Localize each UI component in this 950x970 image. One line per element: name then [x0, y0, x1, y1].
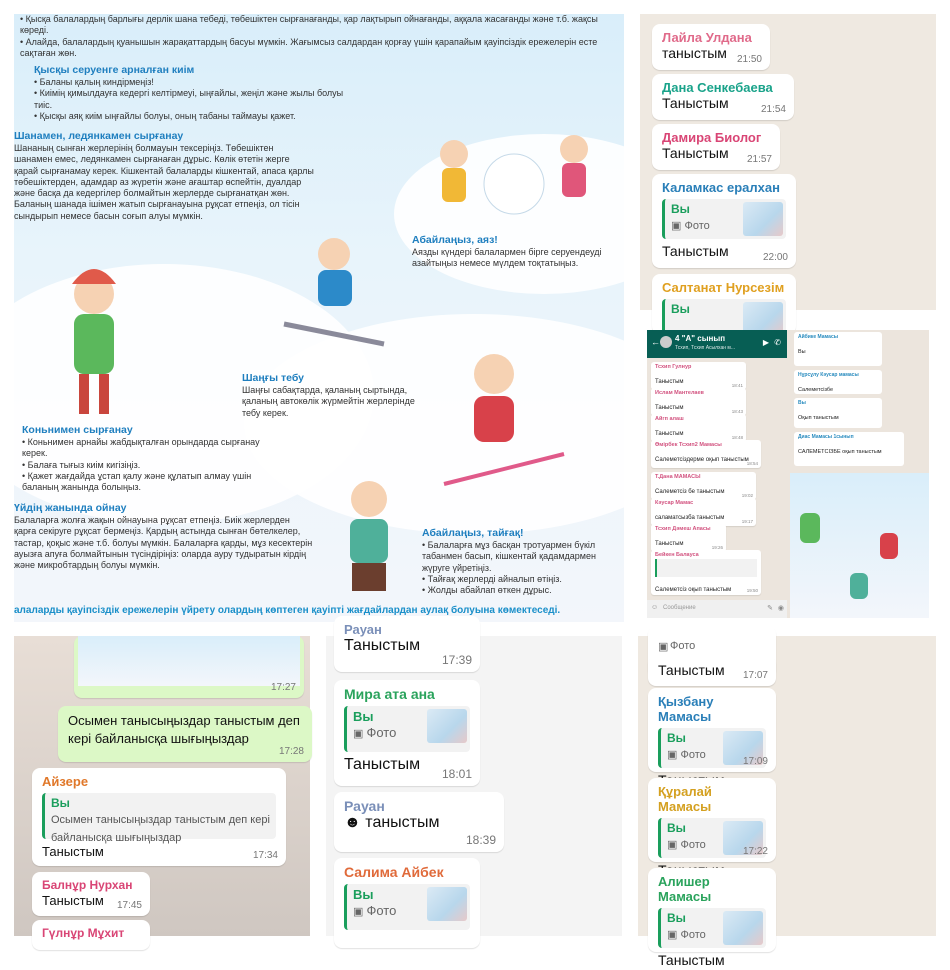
message-text: Салеметсіздерме оқып таныстым — [655, 457, 749, 463]
message-time: 19:17 — [741, 519, 753, 524]
message-text: Салеметсізбе — [798, 387, 834, 393]
quote-author: Вы — [667, 731, 686, 745]
girl-illustration — [34, 254, 154, 434]
chat-message — [32, 920, 150, 950]
thumbnail-figure — [800, 513, 820, 543]
quote-label: Фото — [680, 929, 706, 941]
snowman-kids-illustration — [414, 114, 614, 224]
quote-label: Фото — [366, 725, 397, 740]
intro-text: • Қысқа балалардың барлығы дерлік шана тебеді, төбешіктен сырғанағанды, қар лақтырып ойнағанды, аққала жасағанды және т.б. жақсы көреді. • Алайда, балалардың қуанышын жарақаттардың басуы мүмкін. Жағымсыз салдардан қорғау үшін қарапайым қауіпсіздік ережелерін есте сақтаған жөн. — [20, 14, 598, 58]
chat-message — [648, 688, 776, 772]
camera-icon: ▣ — [353, 728, 367, 740]
sender-name: Т.Дана МАМАСЫ — [655, 474, 701, 480]
message-time: 17:34 — [252, 850, 278, 861]
message-time: 17:39 — [441, 653, 472, 667]
message-time: 17:07 — [742, 670, 768, 681]
message-text: Салеметсіз оқып таныстым — [655, 587, 732, 593]
chat-message — [648, 868, 776, 968]
safety-poster — [14, 14, 624, 622]
group-title[interactable]: 4 "А" сынып — [675, 334, 726, 343]
group-avatar[interactable] — [660, 336, 672, 348]
message-time: 18:01 — [441, 767, 472, 781]
ice-text: • Балаларға мұз басқан тротуармен бүкіл табанмен басып, кішкентай қадамдармен жүруге үйретіңіз. • Тайғақ жерлерді айналып өтіңіз. • Жолды абайлап өткен дұрыс. — [422, 540, 596, 595]
yard-heading: Үйдің жанында ойнау — [14, 502, 127, 514]
chat-screenshot-bottom-middle — [326, 622, 622, 936]
camera-icon[interactable]: ◉ — [777, 605, 784, 612]
message-text: Таныстым — [662, 145, 729, 161]
quoted-photo[interactable] — [344, 884, 470, 930]
camera-icon: ▣ — [667, 749, 681, 761]
message-time: 17:28 — [278, 746, 304, 757]
message-time: 21:50 — [736, 54, 762, 65]
message-text: Вы — [798, 349, 806, 355]
message-text: Таныстым — [344, 637, 421, 654]
message-time: 21:54 — [760, 104, 786, 115]
chat-message — [652, 74, 794, 120]
message-text: Таныстым — [42, 844, 104, 859]
chat-message — [651, 472, 756, 500]
message-text: таныстым — [662, 45, 727, 61]
emoji-avatar-icon: ☻ — [344, 814, 361, 831]
photo-thumbnail — [78, 636, 300, 686]
chat-message — [334, 616, 480, 672]
message-text: Таныстым — [42, 893, 104, 908]
poster-footer: алаларды қауіпсіздік ережелерін үйрету олардың көптеген қауіпті жағдайлардан аулақ болуына көмектеседі. — [14, 605, 561, 616]
chat-message — [334, 792, 504, 852]
chat-message — [334, 858, 480, 948]
message-time: 17:45 — [116, 900, 142, 911]
message-time: 18:43 — [731, 409, 743, 414]
quote-label: Фото — [684, 220, 710, 232]
photo-thumbnail — [427, 709, 467, 743]
sled-text: Шананың сынған жерлерінің болмауын тексеріңіз. Төбешіктен шанамен емес, ледянкамен сырғанаған дұрыс. Көлік өтетін жерге қарай сырғанамау керек. Кішкентай балаларды кішкентай, апаса қарлы төбешіктерден, адамдар аз жүретін және ағаштар өспейтін, дуалдар және басқа да кедергілер болмайтын жерлерде сырғанатқан жөн. Баланың шанада ішімен жатып сырғанауына рұқсат етпеңіз, ол тісін сындырып немесе басын соғып алуы мүмкін. — [14, 143, 314, 221]
sender-name: Өмірбек Тсхип2 Мамасы — [655, 442, 722, 448]
outgoing-photo-message[interactable] — [74, 636, 304, 698]
quote-author: Вы — [51, 796, 70, 810]
sender-name: Ислам Мантелаев — [655, 390, 704, 396]
sender-name: Тсхип Дәмеш Апасы — [655, 526, 711, 532]
sender-name: Нұрсұлу Кәусар мамасы — [798, 372, 859, 378]
quote-text: Осымен танысыңыздар таныстым деп кері байланысқа шығыңыздар — [51, 814, 270, 844]
camera-icon: ▣ — [671, 220, 685, 232]
sender-name: Кәусар Мамас — [655, 500, 694, 506]
sender-name: Балнұр Нурхан — [42, 878, 133, 892]
message-time: 19:02 — [741, 493, 753, 498]
message-input-bar[interactable] — [647, 600, 787, 618]
sender-name: Лайла Улдана — [662, 30, 752, 45]
camera-icon: ▣ — [667, 839, 681, 851]
quoted-photo[interactable] — [658, 908, 766, 948]
message-text: Таныстым — [662, 95, 729, 111]
attach-icon[interactable]: ✎ — [767, 605, 773, 612]
chat-message — [651, 414, 746, 442]
chat-screenshot-top-right — [640, 14, 936, 316]
ski-heading: Шаңғы тебу — [242, 372, 305, 384]
sender-name: Қызбану Мамасы — [658, 694, 714, 724]
quoted-photo[interactable] — [662, 199, 786, 239]
message-text: Таныстым — [655, 405, 684, 411]
message-time: 17:09 — [742, 756, 768, 767]
quote-author: Вы — [671, 202, 690, 216]
message-time: 18:39 — [465, 833, 496, 847]
chat-message — [651, 524, 726, 552]
sender-name: Дана Сенкебаева — [662, 80, 773, 95]
clothes-text: • Баланы қалың киндірмеңіз! • Киімің қимылдауға кедергі келтірмеуі, ыңғайлы, жеңіл және жылы болуы тиіс. • Қысқы аяқ киім ыңғайлы болуы, оның табаны таймауы қажет. — [34, 77, 344, 121]
chat-message — [794, 398, 882, 428]
chat-screenshot-bottom-left — [14, 636, 310, 940]
thumbnail-figure — [880, 533, 898, 559]
sender-name: Дамира Биолог — [662, 130, 762, 145]
message-text: Таныстым — [344, 756, 421, 773]
sender-name: Салтанат Нурсезім — [662, 280, 785, 295]
photo-thumbnail — [723, 911, 763, 945]
chat-message — [652, 24, 770, 70]
camera-icon: ▣ — [667, 929, 681, 941]
chat-message — [32, 768, 286, 866]
chat-message — [334, 680, 480, 786]
sled-heading: Шанамен, ледянкамен сырғанау — [14, 130, 184, 142]
message-text: Таныстым — [655, 541, 684, 547]
skate-text: • Коньнимен арнайы жабдықталған орындарда сырғанау керек. • Балаға тығыз киім кигізіңіз. • Қажет жағдайда ұстап қалу және құлатып алмау үшін баланың жанында болыңыз. — [22, 437, 260, 492]
message-text: саламатсызба таныстым — [655, 515, 725, 521]
message-time: 17:27 — [270, 682, 296, 693]
chat-message — [648, 656, 776, 686]
emoji-icon[interactable]: ☺ — [651, 604, 659, 611]
sender-name: Алишер Мамасы — [658, 874, 712, 904]
message-text: Таныстым — [658, 662, 725, 678]
sender-name: Айгп алаш — [655, 416, 684, 422]
chat-screen-right — [790, 330, 929, 470]
message-time: 19:50 — [746, 588, 758, 593]
sender-name: Айзере — [42, 774, 89, 789]
frost-heading: Абайлаңыз, аяз! — [412, 234, 498, 246]
quote-label: Фото — [680, 839, 706, 851]
ski-text: Шаңғы сабақтарда, қаланың сыртында, қаланың автокөлік жүрмейтін жерлерінде тебу керек. — [242, 385, 415, 418]
sender-name: Вы — [798, 400, 806, 406]
quote-author: Вы — [671, 302, 690, 316]
sender-name: Айбике Мамасы — [798, 334, 838, 340]
message-text: САЛЕМЕТСІЗБЕ оқып таныстым — [798, 449, 882, 455]
video-call-icon[interactable]: ▶ — [762, 338, 769, 347]
message-time: 18:54 — [746, 461, 758, 466]
message-time: 19:26 — [711, 545, 723, 550]
poster-thumbnail[interactable] — [790, 473, 929, 618]
quote-label: Фото — [680, 749, 706, 761]
message-time: 18:48 — [731, 435, 743, 440]
quote-label: Фото — [670, 640, 696, 652]
sender-name: Мира ата ана — [344, 686, 435, 702]
sled-kid-illustration — [274, 224, 394, 354]
photo-thumbnail — [743, 202, 783, 236]
chat-message — [652, 174, 796, 268]
message-text: Таныстым — [655, 379, 684, 385]
chat-message — [651, 388, 746, 416]
quote-author: Вы — [667, 821, 686, 835]
camera-icon: ▣ — [658, 641, 669, 653]
yard-kid-illustration — [314, 464, 424, 604]
chat-header — [647, 330, 787, 358]
group-subtitle: Тсхип, Тсхип Асылхан м... — [675, 345, 736, 351]
message-time: 22:00 — [762, 252, 788, 263]
quoted-photo[interactable] — [655, 559, 757, 577]
quote-author: Вы — [667, 911, 686, 925]
sender-name: Гүлнұр Мұхит — [42, 926, 125, 940]
sender-name: Салима Айбек — [344, 864, 444, 880]
sender-name: Рауан — [344, 622, 382, 637]
message-text: Осымен танысыңыздар таныстым деп кері байланысқа шығыңыздар — [68, 713, 300, 746]
sender-name: Бейкен Балауса — [655, 552, 699, 558]
yard-text: Балаларға жолға жақын ойнауына рұқсат етпеңіз. Биік жерлерден қарға секіруге рұқсат бермеңіз. Қардың астында сынған бөтелкелер, тастар, қоқыс және т.б. болуы мүмкін. Балаларға қарды, мұз кесектерін ауызға апуға болмайтынын түсіндіріңіз: оларда ауру тудыратын кірдің және микробтардың болуы мүмкін. — [14, 515, 313, 570]
sender-name: Тсхип Гулнур — [655, 364, 692, 370]
chat-message — [794, 370, 882, 394]
chat-message — [651, 550, 761, 595]
chat-message — [648, 778, 776, 862]
sender-name: Құралай Мамасы — [658, 784, 712, 814]
chat-message — [651, 440, 761, 468]
quote-author: Вы — [353, 709, 374, 724]
message-time: 21:57 — [746, 154, 772, 165]
quote-author: Вы — [353, 887, 374, 902]
message-text: Таныстым — [655, 431, 684, 437]
message-input[interactable]: Сообщение — [663, 605, 696, 611]
skate-heading: Коньнимен сырғанау — [22, 424, 133, 436]
chat-message — [794, 332, 882, 366]
back-arrow-icon[interactable]: ← — [651, 337, 660, 347]
sender-name: Каламкас ералхан — [662, 180, 780, 195]
message-text: таныстым — [365, 814, 440, 831]
frost-text: Аязды күндері балалармен бірге серуендеуді азайтыңыз немесе мүлдем тоқтатыңыз. — [412, 247, 602, 269]
message-text: Оқып таныстым — [798, 415, 839, 421]
chat-message — [651, 498, 756, 526]
quoted-photo[interactable] — [344, 706, 470, 752]
clothes-heading: Қысқы серуенге арналған киім — [34, 64, 195, 76]
sender-name: Диас Мамасы 1сынып — [798, 434, 854, 440]
quote-label: Фото — [366, 903, 397, 918]
quoted-message[interactable] — [42, 793, 276, 844]
chat-screenshot-middle-right — [647, 330, 929, 618]
message-text: Таныстым — [662, 243, 729, 259]
chat-screenshot-bottom-right — [638, 636, 936, 968]
chat-message — [652, 274, 796, 334]
ice-heading: Абайлаңыз, тайғақ! — [422, 527, 524, 539]
chat-message — [794, 432, 904, 466]
ski-kid-illustration — [424, 334, 574, 504]
thumbnail-figure — [850, 573, 868, 599]
chat-message — [651, 362, 746, 390]
message-time: 18:41 — [731, 383, 743, 388]
camera-icon: ▣ — [353, 906, 367, 918]
chat-message — [652, 124, 780, 170]
chat-message — [32, 872, 150, 916]
sender-name: Рауан — [344, 798, 385, 814]
message-time: 17:22 — [742, 846, 768, 857]
photo-thumbnail — [427, 887, 467, 921]
group-chat-screen — [647, 330, 787, 618]
message-text: Таныстым — [658, 952, 725, 968]
outgoing-message — [58, 706, 312, 762]
message-text: Салеметсіз бе таныстым — [655, 489, 725, 495]
call-icon[interactable]: ✆ — [774, 338, 781, 347]
